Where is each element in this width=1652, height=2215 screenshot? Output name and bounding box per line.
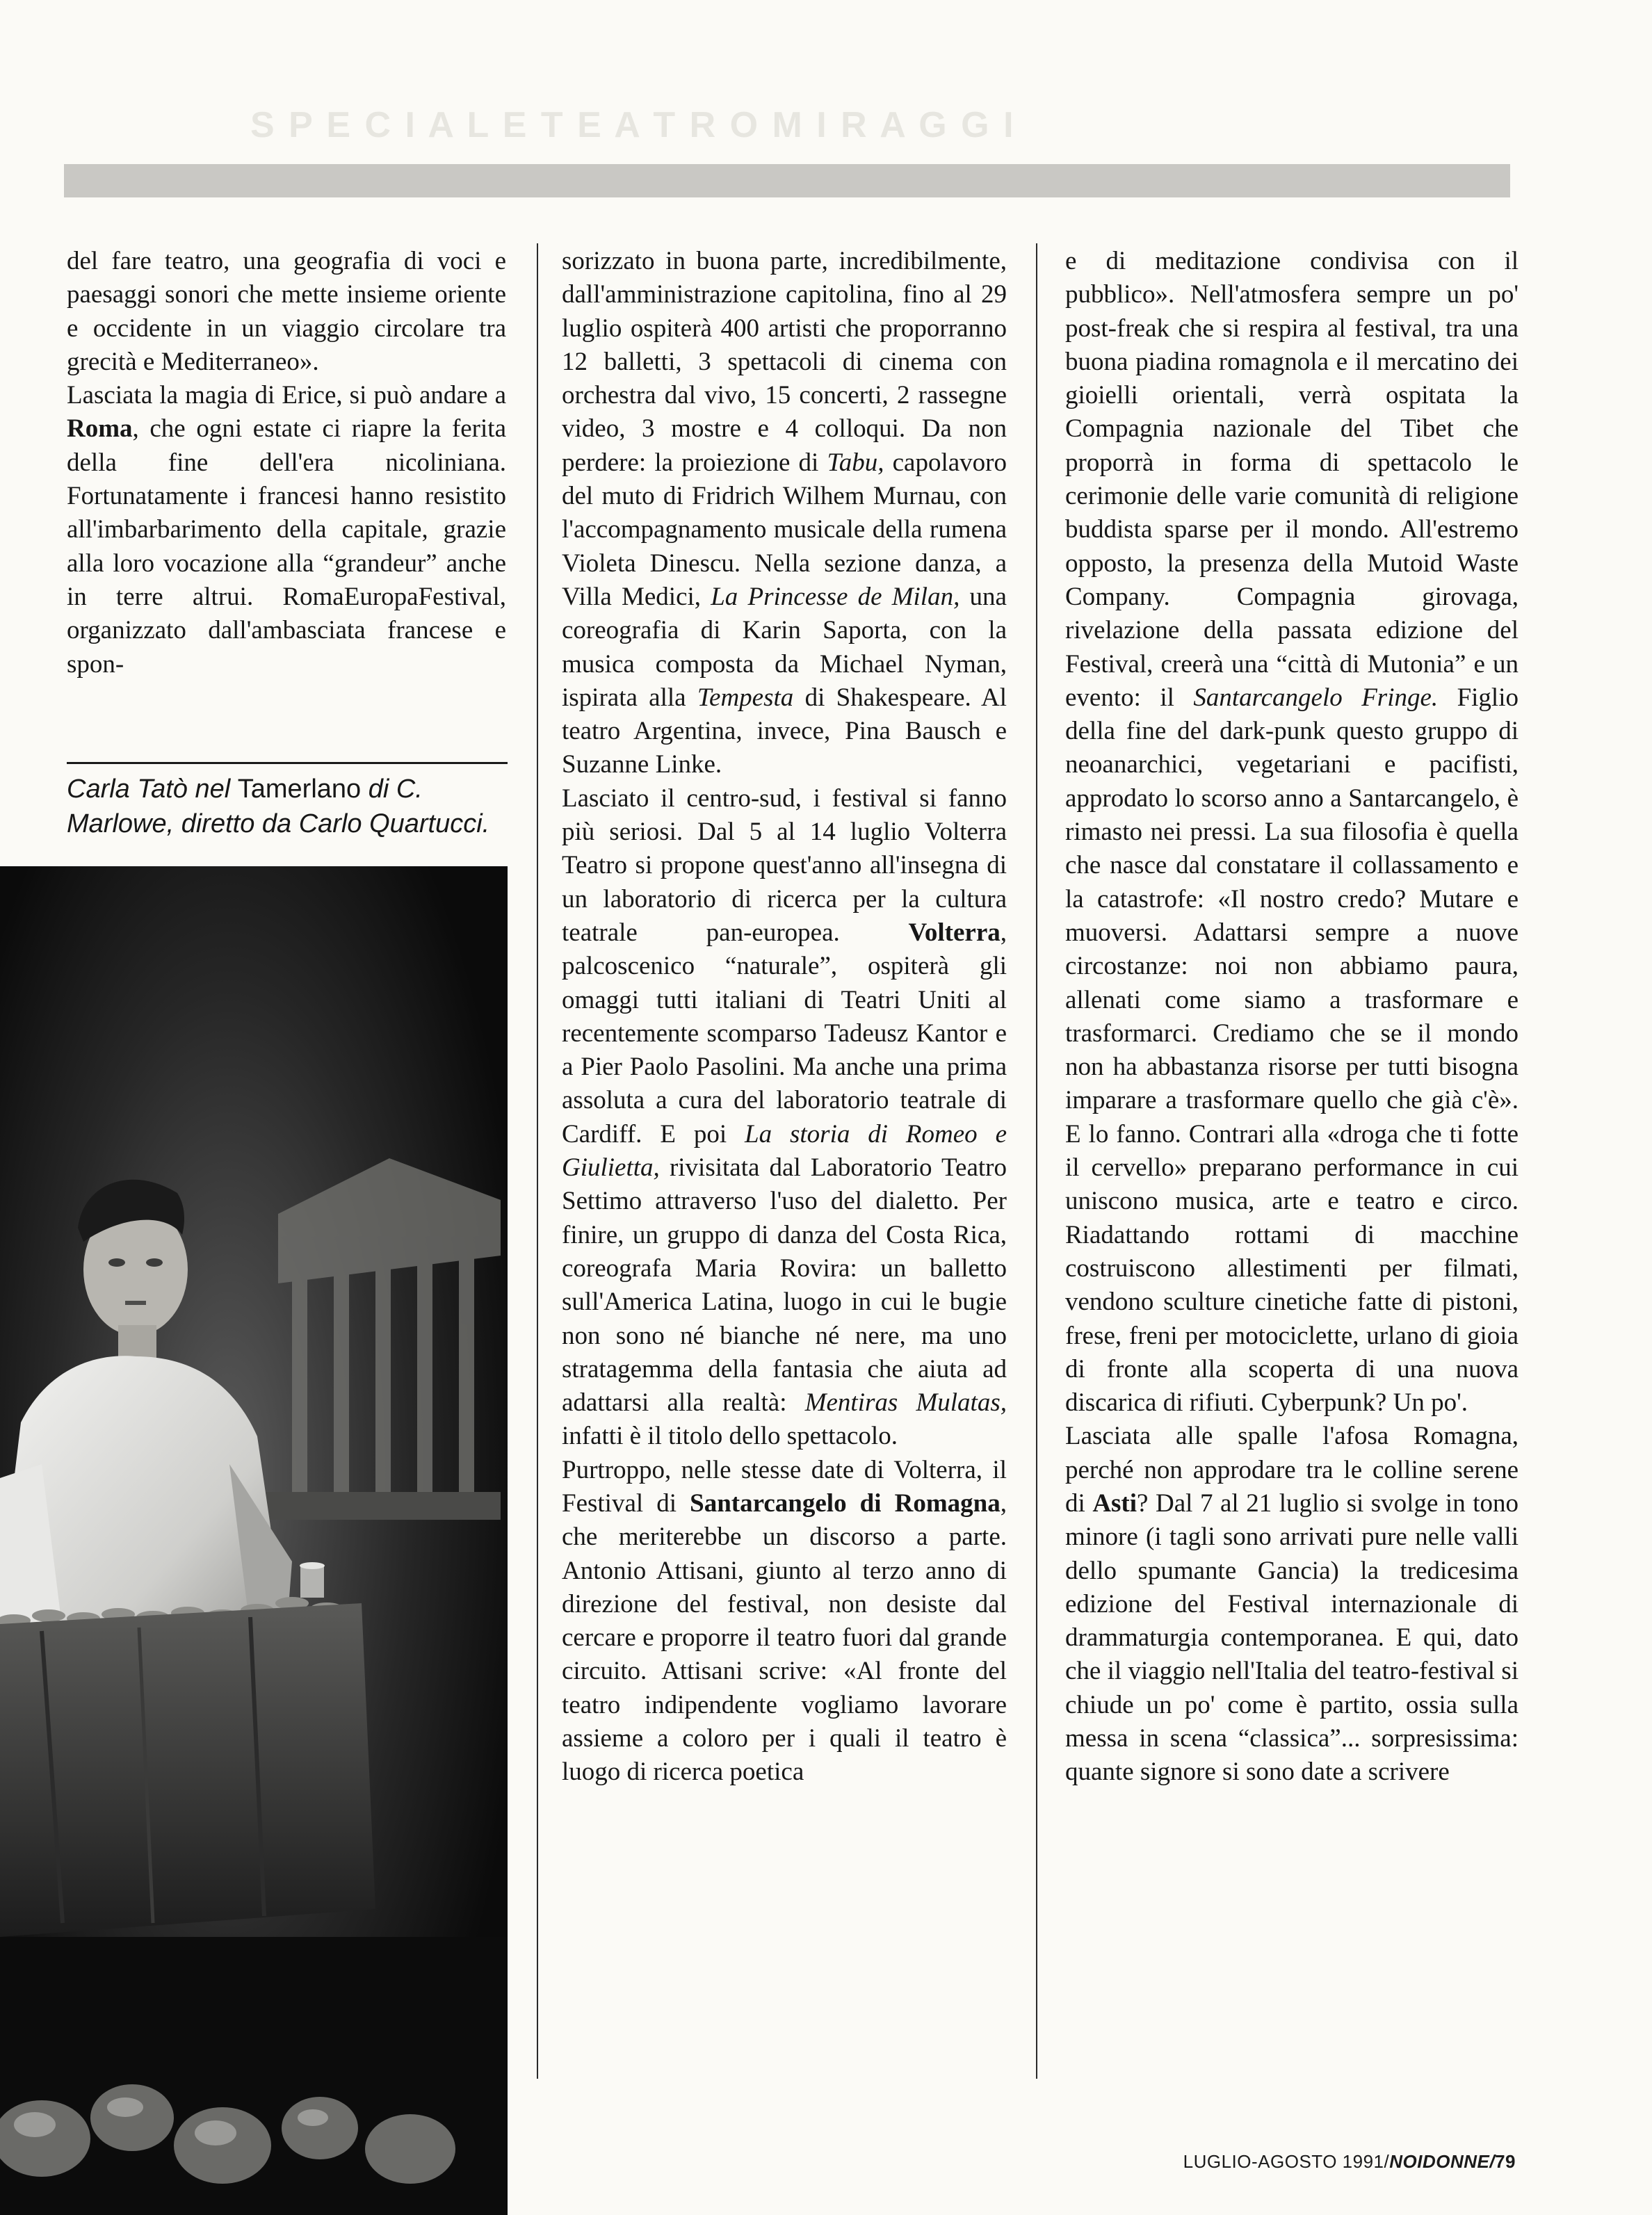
photo-caption bbox=[67, 772, 512, 841]
col2-p1-text-e: una coreografia di Karin Saporta, con la musica composta da Michael Nyman, ispirata alla bbox=[562, 582, 1007, 712]
article-column-3 bbox=[1065, 245, 1519, 1790]
col3-paragraph-2 bbox=[1065, 1420, 1519, 1789]
col1-p2-text-c: , che ogni estate ci riapre la ferita della fine dell'era nicoliniana. Fortunatamente i francesi hanno resistito all'imbarbarimento della capitale, grazie alla loro vocazione alla “grandeur” anche in terre altrui. RomaEuropaFestival, organizzato dall'ambasciata francese e spon- bbox=[67, 414, 506, 679]
article-column-1 bbox=[67, 245, 506, 681]
footer-issue: LUGLIO-AGOSTO 1991/ bbox=[1183, 2151, 1390, 2172]
caption-divider bbox=[67, 762, 508, 764]
caption-before: Carla Tatò nel bbox=[67, 774, 231, 804]
page-footer bbox=[1140, 2151, 1516, 2173]
header-gray-band bbox=[64, 164, 1510, 197]
col2-p3-text-c: , che meriterebbe un discorso a parte. Antonio Attisani, giunto al terzo anno di direzione del festival, non desiste dal cercare e proporre il teatro fuori dal grande circuito. Attisani scrive: «Al fronte del teatro indipendente vogliamo lavorare assieme a coloro per i quali il teatro è luogo di ricerca poetica bbox=[562, 1488, 1007, 1787]
page-number: 79 bbox=[1495, 2151, 1516, 2172]
col1-paragraph-1: del fare teatro, una geografia di voci e paesaggi sonori che mette insieme oriente e occidente in un viaggio circolare tra grecità e Mediterraneo». bbox=[67, 247, 506, 376]
faded-header-bleedthrough: S P E C I A L E T E A T R O M I R A G G I bbox=[250, 105, 1016, 145]
show-title-mentiras: Mentiras Mulatas, bbox=[804, 1388, 1007, 1418]
city-roma: Roma bbox=[67, 414, 133, 444]
col2-p3-text-a: Purtroppo, nelle stesse date di Volterra, il Festival di bbox=[562, 1455, 1007, 1518]
event-title-fringe: Santarcangelo Fringe. bbox=[1193, 683, 1439, 712]
col1-paragraph-2 bbox=[67, 379, 506, 681]
theatre-actor-photo bbox=[0, 866, 508, 2215]
col3-p2-text-c: ? Dal 7 al 21 luglio si svolge in tono minore (i tagli sono arrivati pure nelle valli dello spumante Gancia) la tredicesima edizione del Festival internazionale di drammaturgia contemporanea. E qui, dato che il viaggio nell'Italia del teatro-festival si chiude un po' come è partito, ossia sulla messa in scena “classica”... sorpresissima: quante signore si sono date a scrivere bbox=[1065, 1488, 1519, 1787]
play-title-tempesta: Tempesta bbox=[697, 683, 794, 712]
city-volterra: Volterra bbox=[908, 918, 1001, 947]
col3-p1-text-c: Figlio della fine del dark-punk questo gruppo di neoanarchici, vegetariani e pacifisti, approdato lo scorso anno a Santarcangelo, è rimasto nei pressi. La sua filosofia è quella che nasce dal constatare il collassamento e la catastrofe: «Il nostro credo? Mutare e muoversi. Adattarsi sempre a nuove circostanze: noi non abbiamo paura, allenati come siamo a trasformare e trasformarci. Crediamo che se il mondo non ha abbastanza risorse per tutti bisogna imparare a trasformare quello che già c'è». E lo fanno. Contrari alla «droga che ti fotte il cervello» preparano performance in cui uniscono musica, arte e teatro e circo. Riadattando rottami di macchine costruiscono allestimenti per filmati, vendono sculture cinetiche fatte di pistoni, frese, freni per motociclette, urlano di gioia di fronte alla scoperta di una nuova discarica di rifiuti. Cyberpunk? Un po'. bbox=[1065, 683, 1519, 1418]
col1-p2-text-a: Lasciata la magia di Erice, si può andare a bbox=[67, 381, 506, 410]
col2-p2-text-e: rivisitata dal Laboratorio Teatro Settimo attraverso l'uso del dialetto. Per finire, un gruppo di danza del Costa Rica, coreografa Maria Rovira: un balletto sull'America Latina, luogo in cui le bugie non sono né bianche né nere, ma uno stratagemma della fantasia che aiuta ad adattarsi alla realtà: bbox=[562, 1153, 1007, 1418]
theatre-actor-photo-icon bbox=[0, 866, 508, 2215]
film-title-tabu: Tabu, bbox=[827, 448, 884, 477]
col2-paragraph-3 bbox=[562, 1454, 1007, 1790]
column-divider-1 bbox=[537, 243, 538, 2079]
col2-p1-text-g: di Shakespeare. Al teatro Argentina, invece, Pina Bausch e Suzanne Linke. bbox=[562, 683, 1007, 779]
city-asti: Asti bbox=[1092, 1488, 1137, 1518]
col3-paragraph-1 bbox=[1065, 245, 1519, 1420]
footer-magazine: NOIDONNE/ bbox=[1389, 2151, 1496, 2172]
col3-p2-text-a: Lasciata alle spalle l'afosa Romagna, perché non approdare tra le colline serene di bbox=[1065, 1422, 1519, 1518]
col2-p1-text-a: sorizzato in buona parte, incredibilmente, dall'amministrazione capitolina, fino al 29 luglio ospiterà 400 artisti che proporranno 12 balletti, 3 spettacoli di cinema con orchestra dal vivo, 15 concerti, 2 rassegne video, 3 mostre e 4 colloqui. Da non perdere: la proiezione di bbox=[562, 247, 1007, 477]
city-santarcangelo: Santarcangelo di Romagna bbox=[690, 1488, 1001, 1518]
article-column-2 bbox=[562, 245, 1007, 1790]
col2-p2-text-a: Lasciato il centro-sud, i festival si fanno più seriosi. Dal 5 al 14 luglio Volterra Teatro si propone quest'anno all'insegna di un laboratorio di ricerca per la cultura teatrale pan-europea. bbox=[562, 784, 1007, 947]
dance-title-princesse: La Princesse de Milan, bbox=[711, 582, 960, 611]
col2-p2-text-c: , palcoscenico “naturale”, ospiterà gli omaggi tutti italiani di Teatri Uniti al recentemente scomparso Tadeusz Kantor e a Pier Paolo Pasolini. Ma anche una prima assoluta a cura del laboratorio teatrale di Cardiff. E poi bbox=[562, 918, 1007, 1149]
col2-p1-text-c: capolavoro del muto di Fridrich Wilhem Murnau, con l'accompagnamento musicale della rumena Violeta Dinescu. Nella sezione danza, a Villa Medici, bbox=[562, 448, 1007, 611]
col3-p1-text-a: e di meditazione condivisa con il pubblico». Nell'atmosfera sempre un po' post-freak che si respira al festival, tra una buona piadina romagnola e il mercatino dei gioielli orientali, verrà ospitata la Compagnia nazionale del Tibet che proporrà in forma di spettacolo le cerimonie delle varie comunità di religione buddista sparse per il mondo. All'estremo opposto, la presenza della Mutoid Waste Company. Compagnia girovaga, rivelazione della passata edizione del Festival, creerà una “città di Mutonia” e un evento: il bbox=[1065, 247, 1519, 712]
caption-after: di C. Marlowe, diretto da Carlo Quartucci. bbox=[67, 774, 490, 838]
col2-paragraph-1 bbox=[562, 245, 1007, 782]
column-divider-2 bbox=[1036, 243, 1037, 2079]
col2-p2-text-g: infatti è il titolo dello spettacolo. bbox=[562, 1422, 898, 1451]
col2-paragraph-2 bbox=[562, 782, 1007, 1454]
caption-title: Tamerlano bbox=[237, 774, 362, 804]
play-title-romeo: La storia di Romeo e Giulietta, bbox=[562, 1119, 1007, 1183]
